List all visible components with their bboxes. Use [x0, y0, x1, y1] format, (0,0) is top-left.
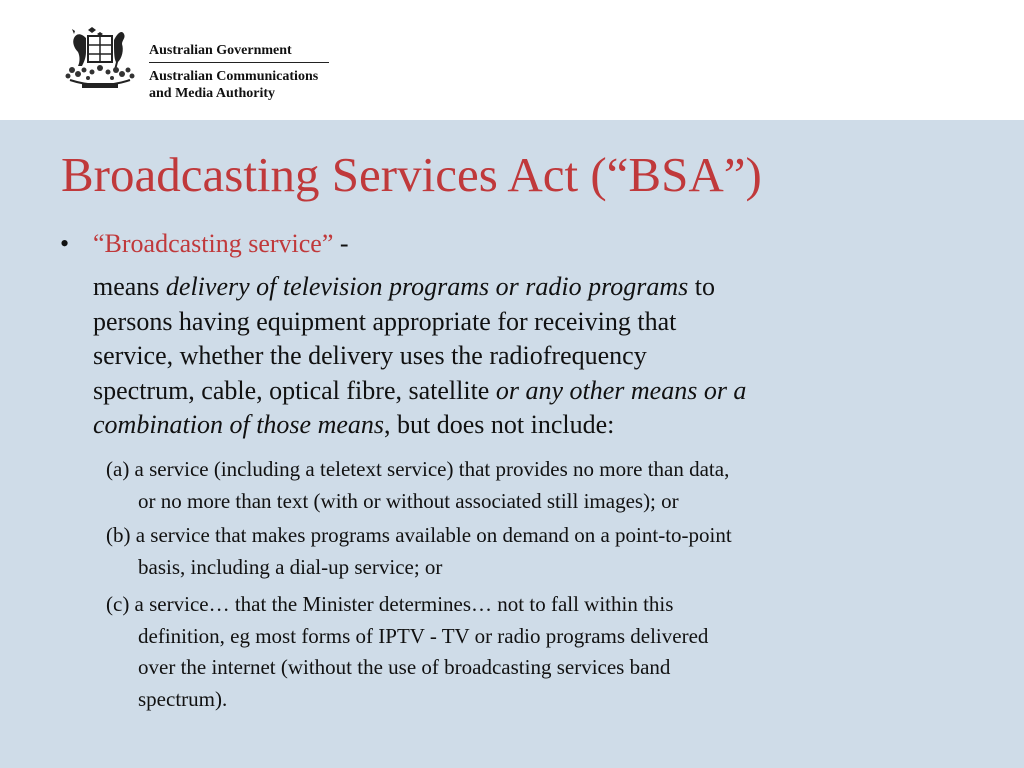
exclusion-a [106, 454, 729, 517]
definition-line: means delivery of television programs or radio programs to [93, 272, 716, 301]
header-banner [0, 0, 1024, 120]
exclusion-line: (c) a service… that the Minister determines… not to fall within this [106, 592, 674, 616]
exclusion-c [106, 589, 708, 715]
definition-line: persons having equipment appropriate for receiving that [93, 306, 677, 336]
definition-text [93, 270, 973, 443]
defined-term: “Broadcasting service” [93, 229, 334, 258]
bullet-marker: • [60, 229, 70, 258]
exclusion-line: (b) a service that makes programs available on demand on a point-to-point [106, 523, 732, 547]
agency-name-line1: Australian Communications [149, 69, 319, 84]
definition-line: spectrum, cable, optical fibre, satellite or any other means or a [93, 375, 747, 405]
definition-line: service, whether the delivery uses the radiofrequency [93, 341, 647, 370]
exclusion-line: basis, including a dial-up service; or [138, 554, 443, 579]
agency-wordmark [149, 42, 339, 102]
slide-title: Broadcasting Services Act (“BSA”) [61, 147, 762, 202]
exclusion-line: (a) a service (including a teletext service) that provides no more than data, [106, 457, 730, 481]
exclusion-b [106, 520, 732, 583]
exclusion-line: over the internet (without the use of broadcasting services band [138, 655, 671, 679]
definition-line: combination of those means, but does not include: [93, 410, 615, 439]
coat-of-arms-icon [58, 26, 142, 92]
agency-name-line2: and Media Authority [149, 86, 276, 101]
exclusion-line: spectrum). [138, 686, 228, 711]
bullet-heading [93, 226, 349, 262]
exclusion-line: definition, eg most forms of IPTV - TV or radio programs delivered [138, 623, 709, 648]
government-label: Australian Government [149, 42, 329, 63]
term-dash: - [333, 229, 349, 258]
exclusion-line: or no more than text (with or without associated still images); or [138, 488, 679, 513]
